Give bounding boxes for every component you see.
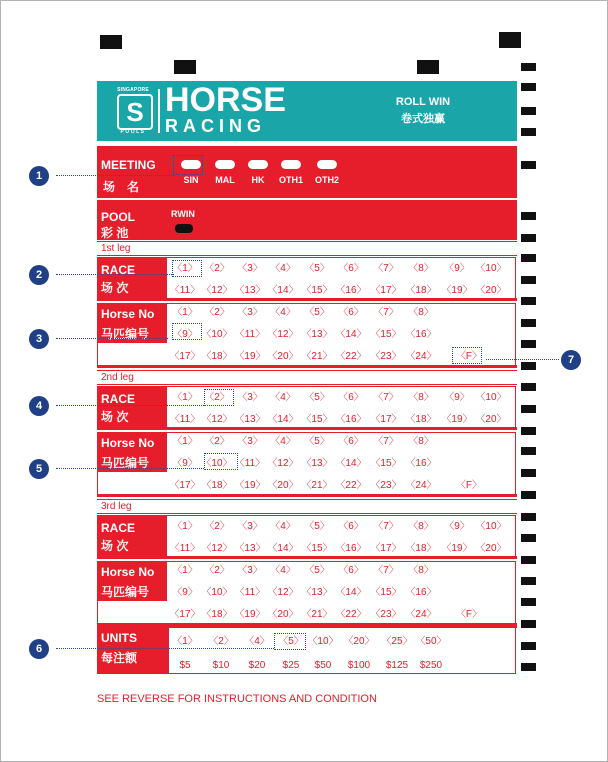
timing-mark-side <box>521 362 536 370</box>
horse-row3-option[interactable]: 〈17〉 <box>169 480 201 491</box>
horse-row1-option[interactable]: 〈3〉 <box>237 436 263 447</box>
horse-row3-option[interactable]: 〈F〉 <box>455 351 483 362</box>
race-row2-option[interactable]: 〈16〉 <box>335 414 367 425</box>
horse-row2-option[interactable]: 〈14〉 <box>335 329 367 340</box>
units-amount: $50 <box>314 660 332 671</box>
meeting-option-label: MAL <box>215 175 235 185</box>
callout-leader-line <box>56 468 204 469</box>
horse-label-box <box>97 303 167 343</box>
horse-row1-option[interactable]: 〈5〉 <box>304 307 330 318</box>
race-bottom-bar <box>97 427 517 430</box>
horse-row1-option[interactable]: 〈1〉 <box>172 565 198 576</box>
timing-mark-side <box>521 513 536 521</box>
units-option[interactable]: 〈4〉 <box>244 636 270 647</box>
pool-label-cn: 彩 池 <box>101 226 129 240</box>
callout-leader-line <box>56 405 204 406</box>
horse-row3-option[interactable]: 〈22〉 <box>335 609 367 620</box>
horse-row2-option[interactable]: 〈15〉 <box>370 329 402 340</box>
pool-option-label: RWIN <box>171 209 195 219</box>
units-option[interactable]: 〈20〉 <box>343 636 375 647</box>
race-row2-option[interactable]: 〈20〉 <box>475 543 507 554</box>
race-row2-option[interactable]: 〈13〉 <box>234 285 266 296</box>
timing-mark-side <box>521 83 536 91</box>
timing-mark-side <box>521 491 536 499</box>
timing-mark-side <box>521 383 536 391</box>
horse-label-box <box>97 432 167 472</box>
race-label-en: RACE <box>101 392 136 406</box>
horse-row2-option[interactable]: 〈11〉 <box>234 458 266 469</box>
horse-row1-option[interactable]: 〈7〉 <box>373 436 399 447</box>
race-row1-option[interactable]: 〈9〉 <box>444 263 470 274</box>
race-row2-option[interactable]: 〈12〉 <box>201 285 233 296</box>
horse-row2-option[interactable]: 〈12〉 <box>267 329 299 340</box>
callout-badge: 3 <box>29 329 49 349</box>
horse-row2-option[interactable]: 〈12〉 <box>267 587 299 598</box>
timing-mark-side <box>521 534 536 542</box>
race-row2-option[interactable]: 〈14〉 <box>267 543 299 554</box>
race-label-cn: 场 次 <box>101 539 129 553</box>
units-amount: $10 <box>212 660 230 671</box>
race-label-cn: 场 次 <box>101 410 129 424</box>
timing-mark-side <box>521 663 536 671</box>
race-row2-option[interactable]: 〈17〉 <box>370 543 402 554</box>
leg-title: 3rd leg <box>101 501 132 512</box>
timing-mark-side <box>521 556 536 564</box>
horse-row1-option[interactable]: 〈8〉 <box>408 436 434 447</box>
logo-divider <box>158 89 160 133</box>
horse-row3-option[interactable]: 〈18〉 <box>201 609 233 620</box>
game-name-cn: 卷式独赢 <box>401 113 445 125</box>
horse-row1-option[interactable]: 〈7〉 <box>373 565 399 576</box>
leg-divider <box>97 513 517 514</box>
horse-row1-option[interactable]: 〈4〉 <box>270 307 296 318</box>
race-row1-option[interactable]: 〈6〉 <box>338 392 364 403</box>
timing-mark-side <box>521 620 536 628</box>
meeting-option-label: OTH1 <box>278 175 303 185</box>
units-amount: $100 <box>347 660 371 671</box>
leg-divider <box>97 370 517 371</box>
meeting-section <box>97 146 517 198</box>
horse-row1-option[interactable]: 〈2〉 <box>204 565 230 576</box>
pool-label-en: POOL <box>101 210 136 224</box>
callout-leader-line <box>486 359 559 360</box>
meeting-selected-box <box>173 155 203 175</box>
race-row1-option[interactable]: 〈10〉 <box>475 521 507 532</box>
timing-mark-side <box>521 212 536 220</box>
timing-mark-side <box>521 405 536 413</box>
header-banner <box>97 81 517 141</box>
race-row2-option[interactable]: 〈14〉 <box>267 285 299 296</box>
meeting-option-label: OTH2 <box>314 175 339 185</box>
horse-bottom-bar <box>97 494 517 497</box>
callout-badge: 6 <box>29 639 49 659</box>
race-row1-option[interactable]: 〈7〉 <box>373 521 399 532</box>
race-label-box <box>97 515 167 559</box>
race-row2-option[interactable]: 〈15〉 <box>301 414 333 425</box>
race-row1-option[interactable]: 〈3〉 <box>237 263 263 274</box>
leg-title: 2nd leg <box>101 372 134 383</box>
race-row1-option[interactable]: 〈8〉 <box>408 263 434 274</box>
horse-row1-option[interactable]: 〈2〉 <box>204 307 230 318</box>
units-label-en: UNITS <box>101 631 137 645</box>
race-row2-option[interactable]: 〈18〉 <box>405 414 437 425</box>
callout-badge: 4 <box>29 396 49 416</box>
horse-row1-option[interactable]: 〈6〉 <box>338 565 364 576</box>
race-row2-option[interactable]: 〈20〉 <box>475 414 507 425</box>
race-row2-option[interactable]: 〈18〉 <box>405 543 437 554</box>
horse-label-cn: 马匹编号 <box>101 327 150 341</box>
callout-badge: 1 <box>29 166 49 186</box>
race-row2-option[interactable]: 〈19〉 <box>441 285 473 296</box>
horse-row2-option[interactable]: 〈13〉 <box>301 587 333 598</box>
game-name-en: ROLL WIN <box>395 96 451 108</box>
leg-divider <box>97 241 517 242</box>
race-row1-option[interactable]: 〈2〉 <box>204 263 230 274</box>
selected-marker-box <box>172 323 202 340</box>
horse-row1-option[interactable]: 〈3〉 <box>237 307 263 318</box>
horse-row3-option[interactable]: 〈F〉 <box>455 480 483 491</box>
timing-mark-side <box>521 469 536 477</box>
race-row1-option[interactable]: 〈10〉 <box>475 392 507 403</box>
horse-bottom-bar <box>97 365 517 368</box>
race-row2-option[interactable]: 〈16〉 <box>335 543 367 554</box>
horse-row3-option[interactable]: 〈19〉 <box>234 609 266 620</box>
race-row2-option[interactable]: 〈14〉 <box>267 414 299 425</box>
timing-mark-side <box>521 340 536 348</box>
horse-row2-option[interactable]: 〈10〉 <box>201 329 233 340</box>
horse-row2-option[interactable]: 〈16〉 <box>405 458 437 469</box>
horse-row1-option[interactable]: 〈5〉 <box>304 436 330 447</box>
race-row1-option[interactable]: 〈2〉 <box>204 521 230 532</box>
units-label-box <box>97 627 169 674</box>
horse-row2-option[interactable]: 〈16〉 <box>405 329 437 340</box>
meeting-label-cn: 场 名 <box>103 180 140 194</box>
race-row1-option[interactable]: 〈5〉 <box>304 521 330 532</box>
race-label-box <box>97 386 167 430</box>
horse-row3-option[interactable]: 〈19〉 <box>234 351 266 362</box>
horse-row1-option[interactable]: 〈6〉 <box>338 307 364 318</box>
race-row1-option[interactable]: 〈6〉 <box>338 263 364 274</box>
race-bottom-bar <box>97 556 517 559</box>
horse-label-box <box>97 561 167 601</box>
horse-row2-option[interactable]: 〈11〉 <box>234 587 266 598</box>
meeting-option-mark[interactable] <box>281 160 301 169</box>
callout-badge: 5 <box>29 459 49 479</box>
race-row2-option[interactable]: 〈16〉 <box>335 285 367 296</box>
horse-row1-option[interactable]: 〈1〉 <box>172 436 198 447</box>
pool-section <box>97 200 517 240</box>
race-row2-option[interactable]: 〈20〉 <box>475 285 507 296</box>
race-row1-option[interactable]: 〈9〉 <box>444 521 470 532</box>
units-amount: $125 <box>385 660 409 671</box>
horse-row3-option[interactable]: 〈21〉 <box>301 351 333 362</box>
horse-row2-option[interactable]: 〈10〉 <box>201 587 233 598</box>
logo-bottom-text: POOLS <box>120 129 146 135</box>
horse-row3-option[interactable]: 〈22〉 <box>335 351 367 362</box>
horse-label-en: Horse No <box>101 436 155 450</box>
race-row1-option[interactable]: 〈5〉 <box>304 392 330 403</box>
horse-label-en: Horse No <box>101 565 155 579</box>
callout-leader-line <box>56 274 174 275</box>
horse-row2-option[interactable]: 〈13〉 <box>301 329 333 340</box>
units-amount: $20 <box>248 660 266 671</box>
race-label-box <box>97 257 167 301</box>
race-row1-option[interactable]: 〈4〉 <box>270 392 296 403</box>
meeting-option-label: HK <box>251 175 265 185</box>
horse-row2-option[interactable]: 〈9〉 <box>172 587 198 598</box>
race-row1-option[interactable]: 〈8〉 <box>408 392 434 403</box>
horse-row3-option[interactable]: 〈23〉 <box>370 480 402 491</box>
race-bottom-bar <box>97 298 517 301</box>
selected-marker-box <box>204 389 234 406</box>
race-row1-option[interactable]: 〈4〉 <box>270 263 296 274</box>
race-label-en: RACE <box>101 263 136 277</box>
horse-row3-option[interactable]: 〈18〉 <box>201 480 233 491</box>
horse-row3-option[interactable]: 〈21〉 <box>301 609 333 620</box>
horse-row2-option[interactable]: 〈13〉 <box>301 458 333 469</box>
horse-row3-option[interactable]: 〈24〉 <box>405 351 437 362</box>
callout-badge: 2 <box>29 265 49 285</box>
horse-row3-option[interactable]: 〈17〉 <box>169 609 201 620</box>
units-option[interactable]: 〈5〉 <box>278 636 304 647</box>
pool-rwin-mark[interactable] <box>175 224 193 233</box>
leg-divider <box>97 255 517 256</box>
race-row2-option[interactable]: 〈17〉 <box>370 285 402 296</box>
meeting-label-en: MEETING <box>101 158 156 172</box>
horse-row2-option[interactable]: 〈12〉 <box>267 458 299 469</box>
callout-leader-line <box>56 648 274 649</box>
units-option[interactable]: 〈50〉 <box>415 636 447 647</box>
horse-label-cn: 马匹编号 <box>101 456 150 470</box>
timing-mark-side <box>521 254 536 262</box>
meeting-option-mark[interactable] <box>317 160 337 169</box>
horse-row1-option[interactable]: 〈3〉 <box>237 565 263 576</box>
race-row2-option[interactable]: 〈11〉 <box>169 543 201 554</box>
horse-label-cn: 马匹编号 <box>101 585 150 599</box>
timing-mark-side <box>521 161 536 169</box>
race-row1-option[interactable]: 〈7〉 <box>373 392 399 403</box>
timing-mark-top <box>174 60 196 74</box>
race-row2-option[interactable]: 〈13〉 <box>234 543 266 554</box>
units-amount: $5 <box>179 660 191 671</box>
horse-row3-option[interactable]: 〈17〉 <box>169 351 201 362</box>
horse-row3-option[interactable]: 〈F〉 <box>455 609 483 620</box>
timing-mark-side <box>521 447 536 455</box>
race-row2-option[interactable]: 〈12〉 <box>201 414 233 425</box>
units-label-cn: 每注额 <box>101 651 138 665</box>
race-label-cn: 场 次 <box>101 281 129 295</box>
timing-mark-side <box>521 276 536 284</box>
horse-row2-option[interactable]: 〈16〉 <box>405 587 437 598</box>
race-row1-option[interactable]: 〈9〉 <box>444 392 470 403</box>
timing-mark-side <box>521 319 536 327</box>
horse-row3-option[interactable]: 〈20〉 <box>267 480 299 491</box>
race-row1-option[interactable]: 〈7〉 <box>373 263 399 274</box>
timing-mark-side <box>521 107 536 115</box>
horse-row1-option[interactable]: 〈8〉 <box>408 565 434 576</box>
race-row1-option[interactable]: 〈1〉 <box>172 263 198 274</box>
race-row2-option[interactable]: 〈17〉 <box>370 414 402 425</box>
horse-row3-option[interactable]: 〈21〉 <box>301 480 333 491</box>
race-row2-option[interactable]: 〈19〉 <box>441 543 473 554</box>
horse-row1-option[interactable]: 〈6〉 <box>338 436 364 447</box>
timing-mark-top <box>417 60 439 74</box>
timing-mark-side <box>521 427 536 435</box>
title-horse: HORSE <box>165 81 286 119</box>
race-row1-option[interactable]: 〈5〉 <box>304 263 330 274</box>
selected-marker-box <box>204 453 238 470</box>
horse-row1-option[interactable]: 〈1〉 <box>172 307 198 318</box>
race-row2-option[interactable]: 〈11〉 <box>169 285 201 296</box>
horse-row3-option[interactable]: 〈19〉 <box>234 480 266 491</box>
units-option[interactable]: 〈10〉 <box>307 636 339 647</box>
horse-row3-option[interactable]: 〈23〉 <box>370 351 402 362</box>
horse-row1-option[interactable]: 〈7〉 <box>373 307 399 318</box>
timing-mark-side <box>521 234 536 242</box>
horse-row3-option[interactable]: 〈22〉 <box>335 480 367 491</box>
horse-row3-option[interactable]: 〈20〉 <box>267 351 299 362</box>
callout-leader-line <box>56 175 174 176</box>
logo-top-text: SINGAPORE <box>117 87 149 93</box>
horse-row1-option[interactable]: 〈2〉 <box>204 436 230 447</box>
race-row1-option[interactable]: 〈1〉 <box>172 392 198 403</box>
timing-mark-side <box>521 642 536 650</box>
units-option[interactable]: 〈25〉 <box>381 636 413 647</box>
meeting-option-mark[interactable] <box>248 160 268 169</box>
horse-row2-option[interactable]: 〈9〉 <box>172 458 198 469</box>
timing-mark-side <box>521 598 536 606</box>
timing-mark-side <box>521 128 536 136</box>
units-amount: $25 <box>282 660 300 671</box>
race-row2-option[interactable]: 〈15〉 <box>301 285 333 296</box>
timing-mark-side <box>521 63 536 71</box>
race-row2-option[interactable]: 〈13〉 <box>234 414 266 425</box>
selected-marker-box <box>452 347 482 364</box>
callout-badge: 7 <box>561 350 581 370</box>
horse-row2-option[interactable]: 〈9〉 <box>172 329 198 340</box>
horse-row2-option[interactable]: 〈14〉 <box>335 587 367 598</box>
timing-mark-top <box>499 32 521 48</box>
race-row1-option[interactable]: 〈2〉 <box>204 392 230 403</box>
horse-row2-option[interactable]: 〈11〉 <box>234 329 266 340</box>
horse-row1-option[interactable]: 〈5〉 <box>304 565 330 576</box>
timing-mark-side <box>521 297 536 305</box>
title-racing: RACING <box>165 116 266 136</box>
race-row1-option[interactable]: 〈6〉 <box>338 521 364 532</box>
horse-row2-option[interactable]: 〈15〉 <box>370 587 402 598</box>
meeting-option-label: SIN <box>183 175 199 185</box>
units-top-bar <box>97 625 517 628</box>
horse-row3-option[interactable]: 〈20〉 <box>267 609 299 620</box>
race-row1-option[interactable]: 〈1〉 <box>172 521 198 532</box>
race-row1-option[interactable]: 〈10〉 <box>475 263 507 274</box>
horse-row3-option[interactable]: 〈24〉 <box>405 480 437 491</box>
leg-title: 1st leg <box>101 243 131 254</box>
race-row1-option[interactable]: 〈3〉 <box>237 521 263 532</box>
race-row1-option[interactable]: 〈3〉 <box>237 392 263 403</box>
timing-mark-top <box>100 35 122 49</box>
timing-mark-side <box>521 577 536 585</box>
units-amount: $250 <box>419 660 443 671</box>
logo-s-letter: S <box>117 94 153 130</box>
horse-row1-option[interactable]: 〈4〉 <box>270 436 296 447</box>
selected-marker-box <box>172 260 202 277</box>
horse-row2-option[interactable]: 〈10〉 <box>201 458 233 469</box>
horse-row1-option[interactable]: 〈8〉 <box>408 307 434 318</box>
leg-divider <box>97 384 517 385</box>
horse-label-en: Horse No <box>101 307 155 321</box>
units-option[interactable]: 〈1〉 <box>172 636 198 647</box>
race-row2-option[interactable]: 〈12〉 <box>201 543 233 554</box>
horse-row3-option[interactable]: 〈18〉 <box>201 351 233 362</box>
horse-row2-option[interactable]: 〈14〉 <box>335 458 367 469</box>
footer-instructions: SEE REVERSE FOR INSTRUCTIONS AND CONDITION <box>97 693 377 705</box>
race-row1-option[interactable]: 〈8〉 <box>408 521 434 532</box>
leg-divider <box>97 499 517 500</box>
horse-row3-option[interactable]: 〈24〉 <box>405 609 437 620</box>
meeting-option-mark[interactable] <box>215 160 235 169</box>
horse-row2-option[interactable]: 〈15〉 <box>370 458 402 469</box>
callout-leader-line <box>56 338 168 339</box>
singapore-pools-logo <box>111 87 155 135</box>
race-row2-option[interactable]: 〈15〉 <box>301 543 333 554</box>
race-label-en: RACE <box>101 521 136 535</box>
horse-row1-option[interactable]: 〈4〉 <box>270 565 296 576</box>
race-row2-option[interactable]: 〈11〉 <box>169 414 201 425</box>
units-option[interactable]: 〈2〉 <box>208 636 234 647</box>
horse-row3-option[interactable]: 〈23〉 <box>370 609 402 620</box>
race-row2-option[interactable]: 〈19〉 <box>441 414 473 425</box>
race-row2-option[interactable]: 〈18〉 <box>405 285 437 296</box>
race-row1-option[interactable]: 〈4〉 <box>270 521 296 532</box>
